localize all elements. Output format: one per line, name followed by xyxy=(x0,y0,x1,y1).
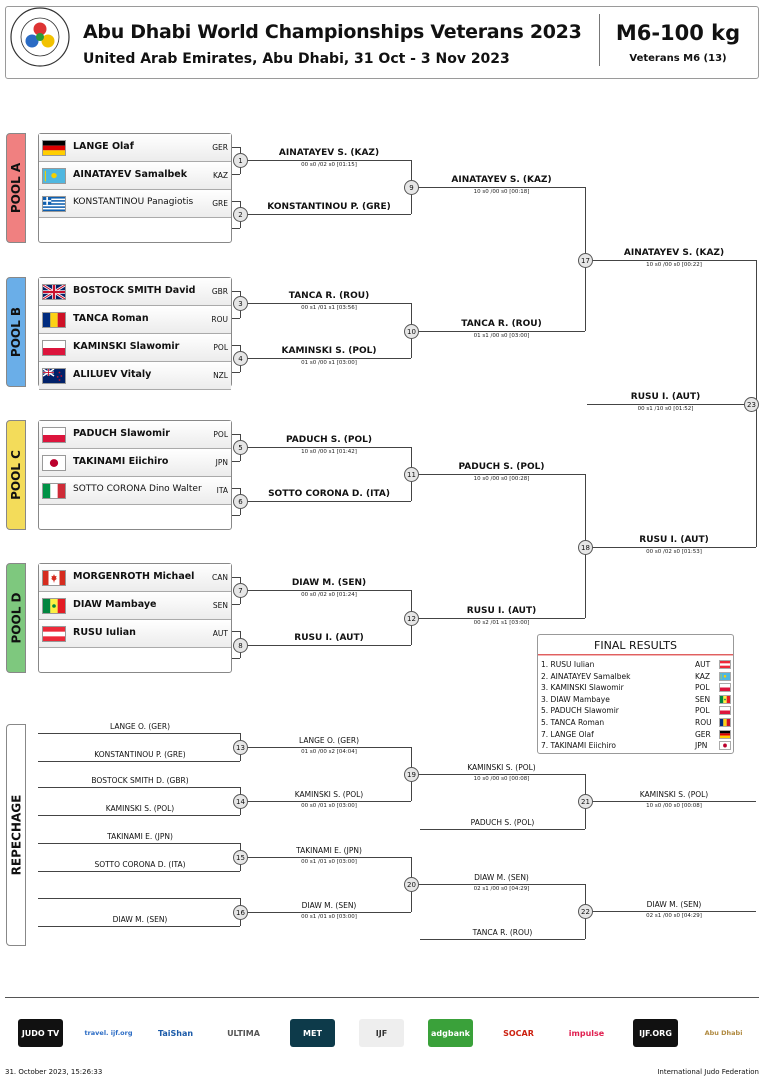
athlete-row xyxy=(39,134,231,162)
sponsor-logo: JUDO TV xyxy=(18,1019,63,1047)
footer-divider xyxy=(5,997,759,998)
bracket-line xyxy=(232,515,240,516)
result-name: 7. LANGE Olaf xyxy=(541,729,594,739)
bracket-line xyxy=(247,358,411,359)
bracket-line xyxy=(592,801,756,802)
aut-flag-icon xyxy=(42,626,66,642)
ita-flag-icon xyxy=(42,483,66,499)
bracket-line xyxy=(247,747,411,748)
bracket-line xyxy=(232,488,240,489)
final-result-row xyxy=(541,659,731,671)
match-number: 8 xyxy=(233,638,248,653)
winner-m9: AINATAYEV S. (KAZ) xyxy=(451,175,552,185)
match-number: 11 xyxy=(404,467,419,482)
result-name: 3. DIAW Mambaye xyxy=(541,694,610,704)
athlete-row xyxy=(39,449,231,477)
sponsor-logo: ULTIMA xyxy=(221,1019,266,1047)
pool-label: POOL B xyxy=(9,306,24,358)
aut-flag-icon xyxy=(719,660,731,669)
bracket-line xyxy=(420,829,585,830)
kaz-flag-icon xyxy=(719,672,731,681)
final-result-row xyxy=(541,682,731,694)
match-number: 9 xyxy=(404,180,419,195)
bracket-line xyxy=(232,318,240,319)
final-result-row xyxy=(541,705,731,717)
athlete-row xyxy=(39,334,231,362)
match-number: 15 xyxy=(233,850,248,865)
repechage-entry: KAMINSKI S. (POL) xyxy=(105,804,175,813)
athlete-row xyxy=(39,592,231,620)
bracket-line xyxy=(38,787,240,788)
match-number: 6 xyxy=(233,494,248,509)
match-number: 18 xyxy=(578,540,593,555)
winner-m23: RUSU I. (AUT) xyxy=(630,392,701,402)
pool-tab-2 xyxy=(6,277,26,387)
athlete-row xyxy=(39,306,231,334)
score-m14: 00 s0 /01 s0 [03:00] xyxy=(301,803,357,809)
repechage-entry: PADUCH S. (POL) xyxy=(470,818,535,827)
bracket-line xyxy=(247,857,411,858)
bracket-line xyxy=(418,474,585,475)
match-number: 13 xyxy=(233,740,248,755)
bracket-line xyxy=(247,801,411,802)
bracket-line xyxy=(232,577,240,578)
athlete-row xyxy=(39,362,231,390)
athlete-row xyxy=(39,620,231,648)
sponsor-logo: IJF xyxy=(359,1019,404,1047)
result-name: 7. TAKINAMI Eiichiro xyxy=(541,741,616,751)
winner-m14: KAMINSKI S. (POL) xyxy=(294,790,364,799)
score-m4: 01 s0 /00 s1 [03:00] xyxy=(301,360,357,366)
athlete-row xyxy=(39,190,231,218)
bracket-line xyxy=(38,843,240,844)
score-m20: 02 s1 /00 s0 [04:29] xyxy=(473,886,530,892)
score-m5: 10 s0 /00 s1 [01:42] xyxy=(301,449,357,455)
athlete-country: NZL xyxy=(213,371,228,380)
score-m10: 01 s1 /00 s0 [03:00] xyxy=(473,333,530,339)
athlete-name: LANGE Olaf xyxy=(73,141,134,152)
repechage-entry: KONSTANTINOU P. (GRE) xyxy=(94,750,186,759)
match-number: 14 xyxy=(233,794,248,809)
result-name: 2. AINATAYEV Samalbek xyxy=(541,671,631,681)
result-country: KAZ xyxy=(695,671,711,681)
athlete-country: GBR xyxy=(211,287,228,296)
athlete-country: POL xyxy=(213,343,228,352)
final-result-row xyxy=(541,671,731,683)
pool-label: POOL A xyxy=(9,162,23,214)
athlete-row xyxy=(39,477,231,505)
pool-box-1 xyxy=(38,133,232,243)
result-country: GER xyxy=(695,729,711,739)
repechage-entry: SOTTO CORONA D. (ITA) xyxy=(94,860,186,869)
score-m1: 00 s0 /02 s0 [01:15] xyxy=(301,162,357,168)
pool-label: POOL D xyxy=(9,592,24,644)
repechage-tab xyxy=(6,724,26,946)
winner-m18: RUSU I. (AUT) xyxy=(639,535,709,545)
sen-flag-icon xyxy=(42,598,66,614)
bracket-line xyxy=(420,939,585,940)
bracket-line xyxy=(592,911,756,912)
bracket-line xyxy=(38,926,240,927)
score-m22: 02 s1 /00 s0 [04:29] xyxy=(646,913,702,919)
bracket-line xyxy=(232,631,240,632)
result-country: ROU xyxy=(695,718,712,727)
athlete-name: KONSTANTINOU Panagiotis xyxy=(73,197,194,207)
athlete-country: AUT xyxy=(212,629,228,638)
winner-m20: DIAW M. (SEN) xyxy=(474,873,529,882)
final-result-row xyxy=(541,717,731,729)
bracket-line xyxy=(232,147,240,148)
athlete-country: GER xyxy=(212,143,228,152)
repechage-label: REPECHAGE xyxy=(9,794,23,876)
bracket-line xyxy=(592,547,756,548)
winner-m16: DIAW M. (SEN) xyxy=(301,901,357,910)
result-country: POL xyxy=(695,683,710,693)
pol-flag-icon xyxy=(42,340,66,356)
final-result-row xyxy=(541,694,731,706)
match-number: 21 xyxy=(578,794,593,809)
sponsor-logo: SOCAR xyxy=(496,1019,541,1047)
match-number: 19 xyxy=(404,767,419,782)
score-m18: 00 s0 /02 s0 [01:53] xyxy=(646,549,702,555)
athlete-country: KAZ xyxy=(212,171,228,180)
athlete-name: DIAW Mambaye xyxy=(73,599,157,610)
winner-m10: TANCA R. (ROU) xyxy=(461,319,542,329)
ijf-logo-icon xyxy=(10,7,70,67)
pool-box-3 xyxy=(38,420,232,530)
score-m21: 10 s0 /00 s0 [00:08] xyxy=(646,803,702,809)
winner-m2: KONSTANTINOU P. (GRE) xyxy=(267,202,391,212)
page-title: Abu Dhabi World Championships Veterans 2023 xyxy=(83,21,582,43)
repechage-entry: LANGE O. (GER) xyxy=(109,722,170,731)
repechage-entry: TANCA R. (ROU) xyxy=(472,928,533,937)
ger-flag-icon xyxy=(719,730,731,739)
athlete-name: KAMINSKI Slawomir xyxy=(73,341,180,352)
jpn-flag-icon xyxy=(719,741,731,750)
athlete-name: MORGENROTH Michael xyxy=(73,571,195,582)
winner-m7: DIAW M. (SEN) xyxy=(291,578,367,588)
weight-category: M6-100 kg xyxy=(615,21,741,45)
winner-m22: DIAW M. (SEN) xyxy=(646,900,702,909)
sen-flag-icon xyxy=(719,695,731,704)
winner-m6: SOTTO CORONA D. (ITA) xyxy=(268,489,390,499)
match-number: 5 xyxy=(233,440,248,455)
repechage-entry: BOSTOCK SMITH D. (GBR) xyxy=(91,776,189,785)
bracket-line xyxy=(232,228,240,229)
athlete-row xyxy=(39,421,231,449)
sponsor-logo: travel. ijf.org xyxy=(86,1019,131,1047)
final-result-row xyxy=(541,740,731,752)
winner-m15: TAKINAMI E. (JPN) xyxy=(296,846,362,855)
match-number: 16 xyxy=(233,905,248,920)
result-country: AUT xyxy=(695,660,711,669)
bracket-line xyxy=(247,590,411,591)
score-m23: 00 s1 /10 s0 [01:52] xyxy=(637,406,694,412)
winner-m13: LANGE O. (GER) xyxy=(298,736,359,745)
repechage-entry: TAKINAMI E. (JPN) xyxy=(107,832,173,841)
bracket-line xyxy=(232,604,240,605)
pool-box-4 xyxy=(38,563,232,673)
nzl-flag-icon xyxy=(42,368,66,384)
pol-flag-icon xyxy=(719,683,731,692)
ger-flag-icon xyxy=(42,140,66,156)
athlete-row xyxy=(39,564,231,592)
bracket-line xyxy=(247,214,411,215)
result-country: SEN xyxy=(695,694,711,704)
match-number: 7 xyxy=(233,583,248,598)
can-flag-icon xyxy=(42,570,66,586)
result-name: 5. PADUCH Slawomir xyxy=(541,706,619,716)
bracket-line xyxy=(38,733,240,734)
pol-flag-icon xyxy=(42,427,66,443)
bracket-line xyxy=(232,201,240,202)
athlete-country: GRE xyxy=(212,199,228,208)
score-m7: 00 s0 /02 s0 [01:24] xyxy=(301,592,357,598)
winner-m21: KAMINSKI S. (POL) xyxy=(639,790,709,799)
match-number: 4 xyxy=(233,351,248,366)
score-m16: 00 s1 /01 s0 [03:00] xyxy=(301,914,357,920)
match-number: 23 xyxy=(744,397,759,412)
score-m15: 00 s1 /01 s0 [03:00] xyxy=(301,859,357,865)
gbr-flag-icon xyxy=(42,284,66,300)
bracket-line xyxy=(38,898,240,899)
page-subtitle: United Arab Emirates, Abu Dhabi, 31 Oct - 3 Nov 2023 xyxy=(83,51,510,67)
bracket-line xyxy=(38,871,240,872)
athlete-row xyxy=(39,162,231,190)
athlete-name: AINATAYEV Samalbek xyxy=(73,169,188,180)
pool-tab-4 xyxy=(6,563,26,673)
athlete-country: ROU xyxy=(211,315,228,324)
winner-m4: KAMINSKI S. (POL) xyxy=(281,346,377,356)
bracket-line xyxy=(232,345,240,346)
athlete-country: JPN xyxy=(215,458,228,467)
athlete-country: ITA xyxy=(216,486,228,495)
score-m17: 10 s0 /00 s0 [00:22] xyxy=(646,262,702,268)
bracket-line xyxy=(232,658,240,659)
result-name: 3. KAMINSKI Slawomir xyxy=(541,683,624,693)
bracket-line xyxy=(247,501,411,502)
sponsor-logo: TaiShan xyxy=(153,1019,198,1047)
match-number: 17 xyxy=(578,253,593,268)
print-timestamp: 31. October 2023, 15:26:33 xyxy=(5,1068,103,1076)
bracket-line xyxy=(247,160,411,161)
sponsor-logo: adgbank xyxy=(428,1019,473,1047)
bracket-line xyxy=(418,884,585,885)
rou-flag-icon xyxy=(719,718,731,727)
score-m11: 10 s0 /00 s0 [00:28] xyxy=(473,476,530,482)
winner-m1: AINATAYEV S. (KAZ) xyxy=(278,148,380,158)
result-name: 1. RUSU Iulian xyxy=(541,660,595,669)
bracket-line xyxy=(232,372,240,373)
pool-tab-3 xyxy=(6,420,26,530)
pool-tab-1 xyxy=(6,133,26,243)
bracket-line xyxy=(592,260,756,261)
bracket-line xyxy=(418,618,585,619)
winner-m11: PADUCH S. (POL) xyxy=(458,462,545,472)
athlete-name: RUSU Iulian xyxy=(73,627,136,638)
athlete-name: TAKINAMI Eiichiro xyxy=(73,456,169,467)
final-result-row xyxy=(541,729,731,741)
bracket-line xyxy=(247,303,411,304)
winner-m19: KAMINSKI S. (POL) xyxy=(467,763,536,772)
sponsor-logo: MET xyxy=(290,1019,335,1047)
pool-label: POOL C xyxy=(9,450,24,500)
match-number: 10 xyxy=(404,324,419,339)
match-number: 22 xyxy=(578,904,593,919)
result-name: 5. TANCA Roman xyxy=(541,718,605,727)
bracket-line xyxy=(247,447,411,448)
match-number: 12 xyxy=(404,611,419,626)
final-results-panel xyxy=(537,634,734,754)
winner-m17: AINATAYEV S. (KAZ) xyxy=(623,248,725,258)
score-m19: 10 s0 /00 s0 [00:08] xyxy=(473,776,530,782)
score-m12: 00 s2 /01 s1 [03:00] xyxy=(473,620,530,626)
repechage-entry: DIAW M. (SEN) xyxy=(112,915,168,924)
winner-m3: TANCA R. (ROU) xyxy=(288,291,370,301)
bracket-line xyxy=(418,774,585,775)
sponsor-logo: impulse xyxy=(564,1019,609,1047)
athlete-name: PADUCH Slawomir xyxy=(73,428,170,439)
sponsor-logo: Abu Dhabi xyxy=(701,1019,746,1047)
bracket-line xyxy=(418,187,585,188)
sponsor-logo: IJF.ORG xyxy=(633,1019,678,1047)
athlete-country: SEN xyxy=(212,601,228,610)
bracket-line xyxy=(418,331,585,332)
athlete-country: CAN xyxy=(212,573,228,582)
rou-flag-icon xyxy=(42,312,66,328)
jpn-flag-icon xyxy=(42,455,66,471)
score-m13: 01 s0 /00 s2 [04:04] xyxy=(301,749,357,755)
score-m9: 10 s0 /00 s0 [00:18] xyxy=(473,189,530,195)
federation-credit: International Judo Federation xyxy=(657,1068,759,1076)
result-country: JPN xyxy=(695,741,708,751)
bracket-line xyxy=(38,815,240,816)
bracket-line xyxy=(247,645,411,646)
match-number: 3 xyxy=(233,296,248,311)
athlete-name: ALILUEV Vitaly xyxy=(73,369,152,380)
athlete-name: SOTTO CORONA Dino Walter xyxy=(73,484,202,494)
final-results-title: FINAL RESULTS xyxy=(538,635,733,655)
bracket-line xyxy=(232,174,240,175)
header-divider xyxy=(599,14,600,66)
kaz-flag-icon xyxy=(42,168,66,184)
pool-box-2 xyxy=(38,277,232,387)
bracket-line xyxy=(232,434,240,435)
winner-m8: RUSU I. (AUT) xyxy=(294,633,364,643)
athlete-name: TANCA Roman xyxy=(73,313,149,324)
athlete-country: POL xyxy=(213,430,228,439)
bracket-line xyxy=(232,291,240,292)
pol-flag-icon xyxy=(719,706,731,715)
athlete-name: BOSTOCK SMITH David xyxy=(73,285,196,296)
result-country: POL xyxy=(695,706,710,716)
category-subtitle: Veterans M6 (13) xyxy=(629,53,727,64)
bracket-line xyxy=(247,912,411,913)
bracket-line xyxy=(587,404,744,405)
winner-m5: PADUCH S. (POL) xyxy=(285,435,373,445)
gre-flag-icon xyxy=(42,196,66,212)
match-number: 1 xyxy=(233,153,248,168)
winner-m12: RUSU I. (AUT) xyxy=(466,606,537,616)
athlete-row xyxy=(39,278,231,306)
score-m3: 00 s1 /01 s1 [03:56] xyxy=(301,305,357,311)
bracket-line xyxy=(38,761,240,762)
match-number: 2 xyxy=(233,207,248,222)
bracket-line xyxy=(232,461,240,462)
match-number: 20 xyxy=(404,877,419,892)
